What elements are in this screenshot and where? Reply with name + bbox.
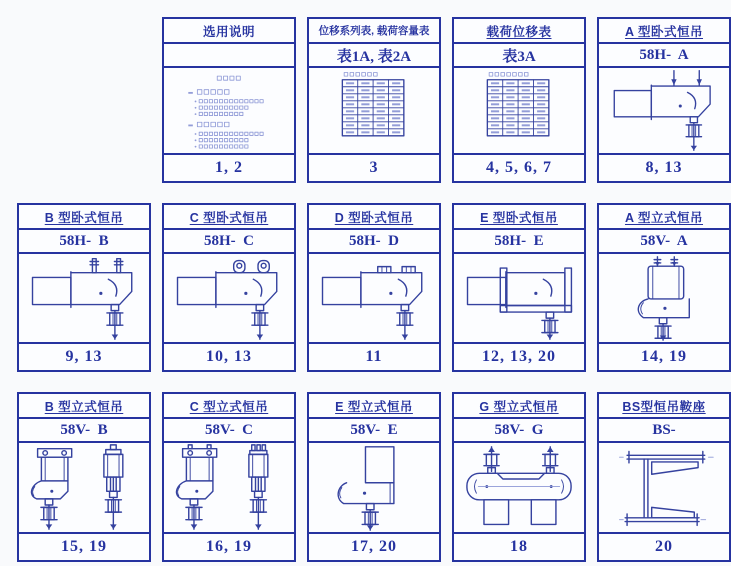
panel-horizontal-hanger-b — [17, 203, 151, 372]
panel-vertical-hanger-c — [162, 392, 296, 562]
h-hanger-d-drawing — [309, 254, 439, 342]
v-hanger-e-drawing — [309, 443, 439, 532]
load-table-drawing — [454, 68, 584, 153]
panel-model-code: 表3A — [454, 44, 584, 68]
panel-page-numbers: 4, 5, 6, 7 — [454, 153, 584, 181]
panel-title: E 型立式恒吊 — [309, 394, 439, 419]
panel-model-code: 58H- D — [309, 230, 439, 254]
panel-title: 载荷位移表 — [454, 19, 584, 44]
panel-title: A 型立式恒吊 — [599, 205, 729, 230]
panel-vertical-hanger-e — [307, 392, 441, 562]
panel-horizontal-hanger-c — [162, 203, 296, 372]
panel-page-numbers: 20 — [599, 532, 729, 560]
panel-page-numbers: 8, 13 — [599, 153, 729, 181]
panel-vertical-hanger-g — [452, 392, 586, 562]
panel-title: B 型立式恒吊 — [19, 394, 149, 419]
panel-vertical-hanger-b — [17, 392, 151, 562]
h-hanger-e-drawing — [454, 254, 584, 342]
panel-vertical-hanger-a — [597, 203, 731, 372]
panel-title: G 型立式恒吊 — [454, 394, 584, 419]
panel-page-numbers: 14, 19 — [599, 342, 729, 370]
panel-model-code: 58H- E — [454, 230, 584, 254]
v-hanger-g-drawing — [454, 443, 584, 532]
panel-load-displacement-table — [452, 17, 586, 183]
panel-title: E 型卧式恒吊 — [454, 205, 584, 230]
v-hanger-c-drawing — [164, 443, 294, 532]
panel-page-numbers: 9, 13 — [19, 342, 149, 370]
v-hanger-b-drawing — [19, 443, 149, 532]
v-hanger-a-drawing — [599, 254, 729, 342]
series-table-drawing — [309, 68, 439, 153]
panel-title: BS型恒吊鞍座 — [599, 394, 729, 419]
panel-title: 位移系列表, 载荷容量表 — [309, 19, 439, 44]
panel-model-code: BS- — [599, 419, 729, 443]
panel-model-code: 58H- A — [599, 44, 729, 68]
panel-page-numbers: 1, 2 — [164, 153, 294, 181]
panel-page-numbers: 15, 19 — [19, 532, 149, 560]
panel-model-code: 58V- B — [19, 419, 149, 443]
panel-horizontal-hanger-a — [597, 17, 731, 183]
panel-selection-notes — [162, 17, 296, 183]
panel-page-numbers: 11 — [309, 342, 439, 370]
h-hanger-b-drawing — [19, 254, 149, 342]
panel-model-code: 58H- B — [19, 230, 149, 254]
panel-page-numbers: 18 — [454, 532, 584, 560]
h-hanger-c-drawing — [164, 254, 294, 342]
panel-page-numbers: 17, 20 — [309, 532, 439, 560]
panel-title: A 型卧式恒吊 — [599, 19, 729, 44]
bs-saddle-drawing — [599, 443, 729, 532]
panel-model-code: 58V- A — [599, 230, 729, 254]
panel-horizontal-hanger-e — [452, 203, 586, 372]
panel-model-code: 58V- C — [164, 419, 294, 443]
panel-model-code: 58V- G — [454, 419, 584, 443]
panel-page-numbers: 12, 13, 20 — [454, 342, 584, 370]
panel-model-code: 表1A, 表2A — [309, 44, 439, 68]
panel-title: C 型卧式恒吊 — [164, 205, 294, 230]
panel-page-numbers: 10, 13 — [164, 342, 294, 370]
panel-title: C 型立式恒吊 — [164, 394, 294, 419]
panel-page-numbers: 16, 19 — [164, 532, 294, 560]
panel-title: B 型卧式恒吊 — [19, 205, 149, 230]
panel-saddle-bs — [597, 392, 731, 562]
panel-page-numbers: 3 — [309, 153, 439, 181]
panel-title: D 型卧式恒吊 — [309, 205, 439, 230]
panel-horizontal-hanger-d — [307, 203, 441, 372]
panel-model-code — [164, 44, 294, 68]
panel-series-load-tables — [307, 17, 441, 183]
selection-notes-drawing — [164, 68, 294, 153]
panel-title: 选用说明 — [164, 19, 294, 44]
h-hanger-a-drawing — [599, 68, 729, 153]
panel-model-code: 58H- C — [164, 230, 294, 254]
panel-model-code: 58V- E — [309, 419, 439, 443]
